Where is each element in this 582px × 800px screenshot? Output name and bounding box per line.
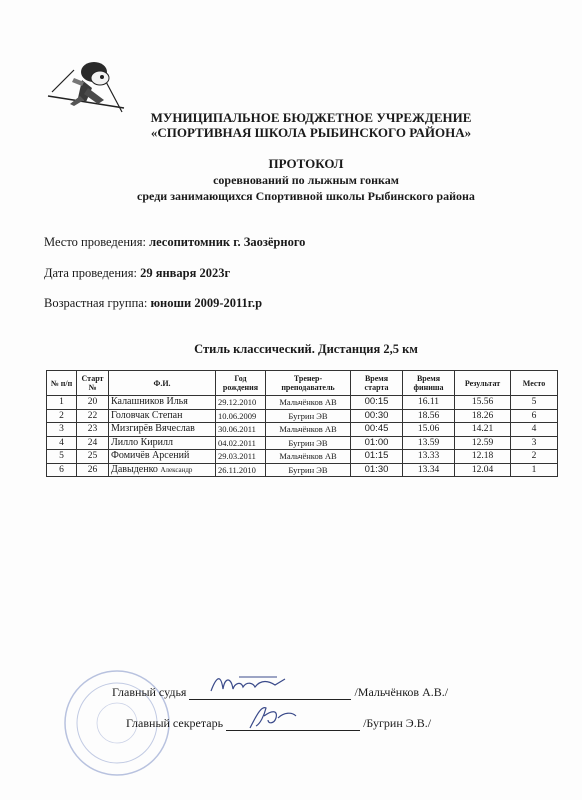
table-row bbox=[47, 409, 558, 423]
age-group-line bbox=[44, 296, 262, 311]
header-born: Год рождения bbox=[216, 371, 266, 396]
cell-finish-time: 18.56 bbox=[403, 409, 455, 423]
chief-judge-label: Главный судья bbox=[112, 685, 187, 699]
cell-result: 12.18 bbox=[455, 450, 511, 464]
cell-result: 14.21 bbox=[455, 423, 511, 437]
cell-coach: Мальчёнков АВ bbox=[266, 423, 351, 437]
results-table bbox=[46, 370, 558, 477]
cell-num: 6 bbox=[47, 463, 77, 477]
header-name: Ф.И. bbox=[109, 371, 216, 396]
place-value: лесопитомник г. Заозёрного bbox=[149, 235, 306, 249]
age-group-value: юноши 2009-2011г.р bbox=[150, 296, 263, 310]
cell-start: 20 bbox=[77, 396, 109, 410]
cell-result: 15.56 bbox=[455, 396, 511, 410]
header-place: Место bbox=[511, 371, 558, 396]
header-start-time: Время старта bbox=[351, 371, 403, 396]
table-row bbox=[47, 423, 558, 437]
document-subtitle: соревнований по лыжным гонкам bbox=[213, 173, 399, 187]
cell-born: 26.11.2010 bbox=[216, 463, 266, 477]
cell-start: 22 bbox=[77, 409, 109, 423]
table-row bbox=[47, 450, 558, 464]
cell-place: 6 bbox=[511, 409, 558, 423]
cell-finish-time: 13.34 bbox=[403, 463, 455, 477]
cell-num: 1 bbox=[47, 396, 77, 410]
header-coach: Тренер-преподаватель bbox=[266, 371, 351, 396]
cell-num: 4 bbox=[47, 436, 77, 450]
cell-start: 25 bbox=[77, 450, 109, 464]
cell-place: 3 bbox=[511, 436, 558, 450]
cell-start-time: 01:15 bbox=[351, 450, 403, 464]
cell-num: 3 bbox=[47, 423, 77, 437]
cell-result: 12.59 bbox=[455, 436, 511, 450]
cell-result: 12.04 bbox=[455, 463, 511, 477]
date-line bbox=[44, 266, 230, 281]
date-label: Дата проведения: bbox=[44, 266, 137, 280]
cell-start-time: 00:45 bbox=[351, 423, 403, 437]
organization-name-line-1: МУНИЦИПАЛЬНОЕ БЮДЖЕТНОЕ УЧРЕЖДЕНИЕ bbox=[150, 110, 472, 125]
cell-coach: Мальчёнков АВ bbox=[266, 450, 351, 464]
header-num: № п/п bbox=[47, 371, 77, 396]
chief-secretary-signature-line bbox=[126, 716, 431, 731]
cell-born: 04.02.2011 bbox=[216, 436, 266, 450]
cell-place: 1 bbox=[511, 463, 558, 477]
document-subtitle-2: среди занимающихся Спортивной школы Рыбинского района bbox=[137, 189, 475, 203]
header-finish-time: Время финиша bbox=[403, 371, 455, 396]
judge-signature-icon bbox=[209, 673, 289, 697]
cell-born: 10.06.2009 bbox=[216, 409, 266, 423]
cell-born: 29.03.2011 bbox=[216, 450, 266, 464]
place-label: Место проведения: bbox=[44, 235, 146, 249]
chief-judge-signature-line bbox=[112, 685, 448, 700]
date-value: 29 января 2023г bbox=[140, 266, 231, 280]
cell-start-time: 01:00 bbox=[351, 436, 403, 450]
race-style-heading: Стиль классический. Дистанция 2,5 км bbox=[194, 342, 418, 356]
cell-num: 2 bbox=[47, 409, 77, 423]
age-group-label: Возрастная группа: bbox=[44, 296, 148, 310]
cell-start: 26 bbox=[77, 463, 109, 477]
skier-logo-icon bbox=[44, 58, 128, 118]
cell-name: Лилло Кирилл bbox=[109, 436, 216, 450]
cell-name: Калашников Илья bbox=[109, 396, 216, 410]
chief-judge-name: /Мальчёнков А.В./ bbox=[354, 685, 449, 699]
cell-name: Давыденко Александр bbox=[109, 463, 216, 477]
cell-start: 23 bbox=[77, 423, 109, 437]
cell-finish-time: 15.06 bbox=[403, 423, 455, 437]
signature-line bbox=[189, 685, 351, 700]
secretary-signature-icon bbox=[244, 702, 304, 730]
cell-name: Фомичёв Арсений bbox=[109, 450, 216, 464]
organization-name-line-2: «СПОРТИВНАЯ ШКОЛА РЫБИНСКОГО РАЙОНА» bbox=[150, 125, 472, 140]
header-start: Старт № bbox=[77, 371, 109, 396]
cell-num: 5 bbox=[47, 450, 77, 464]
place-line bbox=[44, 235, 305, 250]
cell-name: Головчак Степан bbox=[109, 409, 216, 423]
cell-born: 30.06.2011 bbox=[216, 423, 266, 437]
cell-coach: Мальчёнков АВ bbox=[266, 396, 351, 410]
cell-coach: Бугрин ЭВ bbox=[266, 409, 351, 423]
chief-secretary-name: /Бугрин Э.В./ bbox=[363, 716, 432, 730]
cell-finish-time: 13.33 bbox=[403, 450, 455, 464]
cell-start-time: 01:30 bbox=[351, 463, 403, 477]
cell-finish-time: 13.59 bbox=[403, 436, 455, 450]
chief-secretary-label: Главный секретарь bbox=[126, 716, 224, 730]
table-row bbox=[47, 436, 558, 450]
cell-born: 29.12.2010 bbox=[216, 396, 266, 410]
cell-finish-time: 16.11 bbox=[403, 396, 455, 410]
cell-name: Мизгирёв Вячеслав bbox=[109, 423, 216, 437]
cell-start-time: 00:30 bbox=[351, 409, 403, 423]
table-header-row bbox=[47, 371, 558, 396]
cell-place: 5 bbox=[511, 396, 558, 410]
document-title: ПРОТОКОЛ bbox=[268, 156, 344, 171]
cell-start: 24 bbox=[77, 436, 109, 450]
table-row bbox=[47, 463, 558, 477]
header-result: Результат bbox=[455, 371, 511, 396]
cell-coach: Бугрин ЭВ bbox=[266, 463, 351, 477]
signature-line bbox=[226, 716, 360, 731]
cell-place: 2 bbox=[511, 450, 558, 464]
cell-place: 4 bbox=[511, 423, 558, 437]
cell-result: 18.26 bbox=[455, 409, 511, 423]
cell-coach: Бугрин ЭВ bbox=[266, 436, 351, 450]
cell-start-time: 00:15 bbox=[351, 396, 403, 410]
table-row bbox=[47, 396, 558, 410]
